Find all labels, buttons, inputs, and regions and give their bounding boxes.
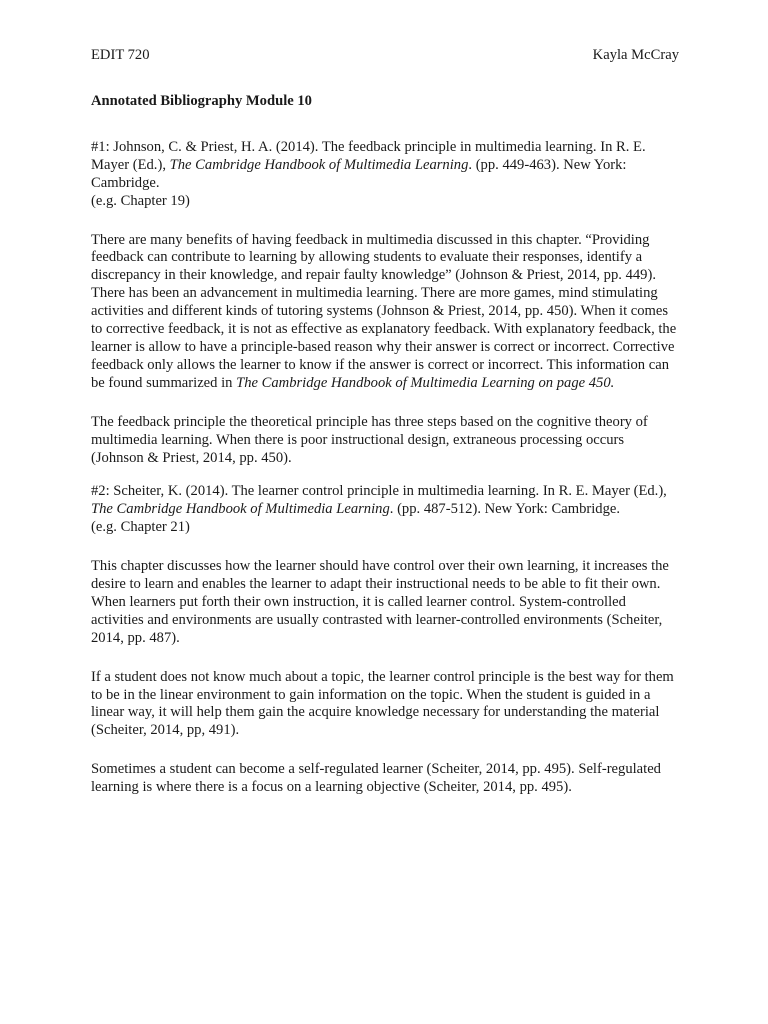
document-header [91,47,679,65]
citation-1 [91,139,679,211]
entry-2-paragraph-1: This chapter discusses how the learner should have control over their own learning, it increases the desire to learn and enables the learner to adapt their instructional needs to be able to fit their own. When learners put forth their own instruction, it is called learner control. System-controlled activities and environments are usually contrasted with learner-controlled environments (Scheiter, 2014, pp. 487). [91,558,669,646]
author-name: Kayla McCray [592,47,679,63]
course-code: EDIT 720 [91,47,150,63]
entry-1-paragraph-1 [91,232,679,393]
entry-1-paragraph-2: The feedback principle the theoretical principle has three steps based on the cognitive theory of multimedia learning. When there is poor instructional design, extraneous processing occurs (Johnson & Priest, 2014, pp. 450). [91,413,648,466]
citation-2-text-a: #2: Scheiter, K. (2014). The learner control principle in multimedia learning. In R. E. Mayer (Ed.), [91,483,667,500]
entry-1-paragraph-1-italic: The Cambridge Handbook of Multimedia Learning on page 450. [236,374,615,391]
citation-2 [91,483,679,537]
citation-2-chapter: (e.g. Chapter 21) [91,519,190,536]
entry-2-paragraph-3: Sometimes a student can become a self-regulated learner (Scheiter, 2014, pp. 495). Self-regulated learning is where there is a focus on a learning objective (Scheiter, 2014, pp. 495). [91,761,661,796]
citation-2-book-title: The Cambridge Handbook of Multimedia Learning [91,501,390,518]
citation-1-book-title: The Cambridge Handbook of Multimedia Learning [169,156,469,173]
citation-1-text-b: . (pp. 449-463). New York: Cambridge. [91,156,627,191]
citation-1-text-a: #1: Johnson, C. & Priest, H. A. (2014). The feedback principle in multimedia learning. In R. E. Mayer (Ed.), [91,138,646,173]
citation-1-chapter: (e.g. Chapter 19) [91,192,190,209]
citation-2-text-b: . (pp. 487-512). New York: Cambridge. [389,501,621,518]
document-title: Annotated Bibliography Module 10 [91,93,312,109]
entry-2-paragraph-2: If a student does not know much about a topic, the learner control principle is the best way for them to be in the linear environment to gain information on the topic. When the student is guided in a linear way, it will help them gain the acquire knowledge necessary for understanding the material (Scheiter, 2014, pp, 491). [91,668,674,739]
document-body [91,47,679,797]
entry-1-paragraph-1-text: There are many benefits of having feedback in multimedia discussed in this chapter. “Providing feedback can contribute to learning by allowing students to evaluate their responses, identify a discrepancy in their knowledge, and repair faulty knowledge” (Johnson & Priest, 2014, pp. 449). There has been an advancement in multimedia learning. There are more games, mind stimulating activities and different kinds of tutoring systems (Johnson & Priest, 2014, pp. 450). When it comes to corrective feedback, it is not as effective as explanatory feedback. With explanatory feedback, the learner is allow to have a principle-based reason why their answer is correct or incorrect. Corrective feedback only allows the learner to know if the answer is correct or incorrect. This information can be found summarized in [91,231,677,391]
